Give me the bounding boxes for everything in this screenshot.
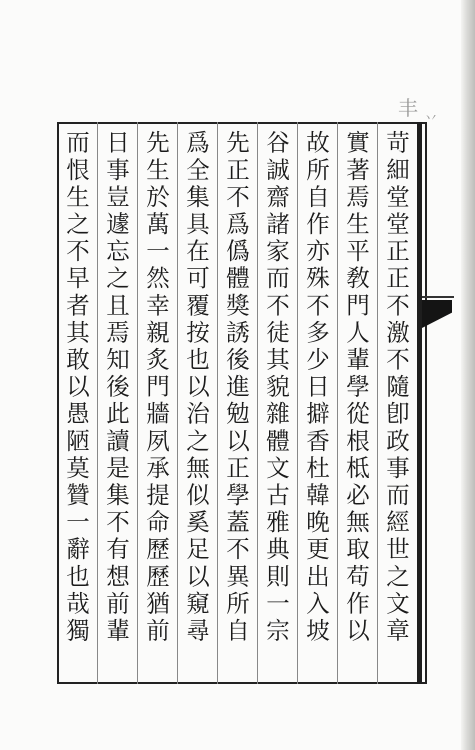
text-column-5: 先正不爲僞體獎誘後進勉以正學蓋不異所自 <box>222 130 250 645</box>
text-column-6: 爲全集具在可覆按也以治之無似奚足以窺尋 <box>182 130 210 645</box>
text-column-4: 谷誠齋諸家而不徒其貌雜體文古雅典則一宗 <box>262 130 290 645</box>
text-column-1: 苛細堂堂正正不激不隨卽政事而經世之文章 <box>382 130 410 645</box>
frame-right-rule <box>417 122 422 684</box>
text-column-9: 而恨生之不早者其敢以愚陋莫贊一辭也哉獨 <box>62 130 90 645</box>
text-body <box>57 130 417 678</box>
previous-page-residue: 丰 丷 <box>398 96 438 127</box>
text-column-7: 先生於萬一然幸親炙門牆夙承提命歷歷猶前 <box>142 130 170 645</box>
text-column-8: 日事豈遽忘之且焉知後此讀是集不有想前輩 <box>102 130 130 645</box>
fish-tail-mark <box>422 300 452 328</box>
scan-edge-shadow <box>461 0 475 750</box>
center-fold-line <box>422 296 454 298</box>
text-column-2: 實著焉生平敎門人輩學從根柢必無取苟作以 <box>342 130 370 645</box>
text-column-3: 故所自作亦殊不多少日擗香杜韓晚更出入坡 <box>302 130 330 645</box>
